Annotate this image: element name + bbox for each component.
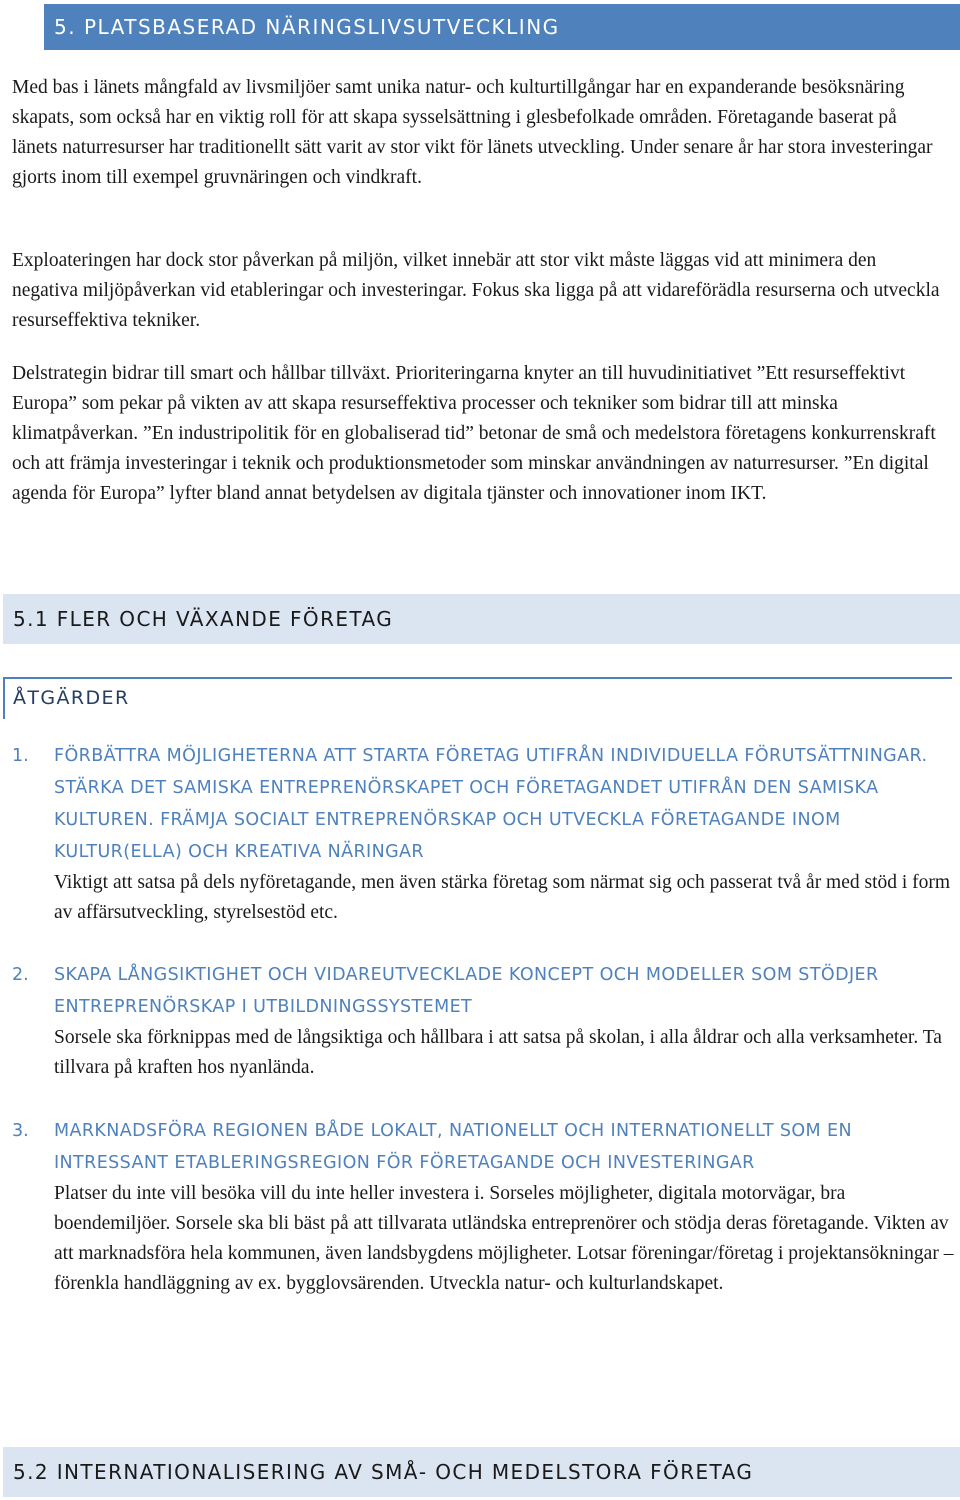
exploitation-paragraph: Exploateringen har dock stor påverkan på miljön, vilket innebär att stor vikt måste läggas vid att minimera den negativa miljöpåverkan vid etableringar och investeringar. Fokus ska ligga på att vidareförädla resurserna och utveckla resurseffektiva tekniker.	[12, 250, 940, 331]
action-title: FÖRBÄTTRA MÖJLIGHETERNA ATT STARTA FÖRETAG UTIFRÅN INDIVIDUELLA FÖRUTSÄTTNINGAR. STÄRKA DET SAMISKA ENTREPRENÖRSKAPET OCH FÖRETAGANDET UTIFRÅN DEN SAMISKA KULTUREN. FRÄMJA SOCIALT ENTREPRENÖRSKAP OCH UTVECKLA FÖRETAGANDE INOM KULTUR(ELLA) OCH KREATIVA NÄRINGAR	[54, 746, 928, 862]
action-item	[12, 740, 952, 928]
action-number: 1.	[12, 746, 29, 766]
section-5-1-heading: 5.1 FLER OCH VÄXANDE FÖRETAG	[3, 594, 960, 644]
section-5-2-heading: 5.2 INTERNATIONALISERING AV SMÅ- OCH MEDELSTORA FÖRETAG	[3, 1447, 960, 1497]
action-title: SKAPA LÅNGSIKTIGHET OCH VIDAREUTVECKLADE KONCEPT OCH MODELLER SOM STÖDJER ENTREPRENÖRSKAP I UTBILDNINGSSYSTEMET	[54, 965, 879, 1017]
action-description: Sorsele ska förknippas med de långsiktiga och hållbara i att satsa på skolan, i alla åldrar och alla verksamheter. Ta tillvara på kraften hos nyanlända.	[54, 1027, 942, 1078]
action-item	[12, 959, 952, 1083]
action-description: Viktigt att satsa på dels nyföretagande, men även stärka företag som närmat sig och passerat två år med stöd i form av affärsutveckling, styrelsestöd etc.	[54, 872, 951, 923]
action-number: 2.	[12, 965, 29, 985]
action-description: Platser du inte vill besöka vill du inte heller investera i. Sorseles möjligheter, digitala motorvägar, bra boendemiljöer. Sorsele ska bli bäst på att tillvarata utländska entreprenörer och stödja deras företagande. Vikten av att marknadsföra hela kommunen, även landsbygdens möjligheter. Lotsar föreningar/företag i projektansökningar – förenkla handläggning av ex. bygglovsärenden. Utveckla natur- och kulturlandskapet.	[54, 1183, 954, 1294]
action-number: 3.	[12, 1121, 29, 1141]
strategy-paragraph: Delstrategin bidrar till smart och hållbar tillväxt. Prioriteringarna knyter an till huvudinitiativet ”Ett resurseffektivt Europa” som pekar på vikten av att skapa resurseffektiva processer och tekniker som bidrar till att minska klimatpåverkan. ”En industripolitik för en globaliserad tid” betonar de små och medelstora företagens konkurrenskraft och att främja investeringar i teknik och produktionsmetoder som minskar användningen av naturresurser. ”En digital agenda för Europa” lyfter bland annat betydelsen av digitala tjänster och innovationer inom IKT.	[12, 363, 936, 504]
chapter-heading: 5. PLATSBASERAD NÄRINGSLIVSUTVECKLING	[44, 4, 960, 50]
action-title: MARKNADSFÖRA REGIONEN BÅDE LOKALT, NATIONELLT OCH INTERNATIONELLT SOM EN INTRESSANT ETABLERINGSREGION FÖR FÖRETAGANDE OCH INVESTERINGAR	[54, 1121, 852, 1173]
actions-subheading: ÅTGÄRDER	[3, 677, 952, 719]
intro-paragraph: Med bas i länets mångfald av livsmiljöer samt unika natur- och kulturtillgångar har en expanderande besöksnäring skapats, som också har en viktig roll för att skapa sysselsättning i glesbefolkade områden. Företagande baserat på länets naturresurser har traditionellt sätt varit av stor vikt för länets utveckling. Under senare år har stora investeringar gjorts inom till exempel gruvnäringen och vindkraft.	[12, 77, 933, 188]
action-item	[12, 1115, 952, 1299]
